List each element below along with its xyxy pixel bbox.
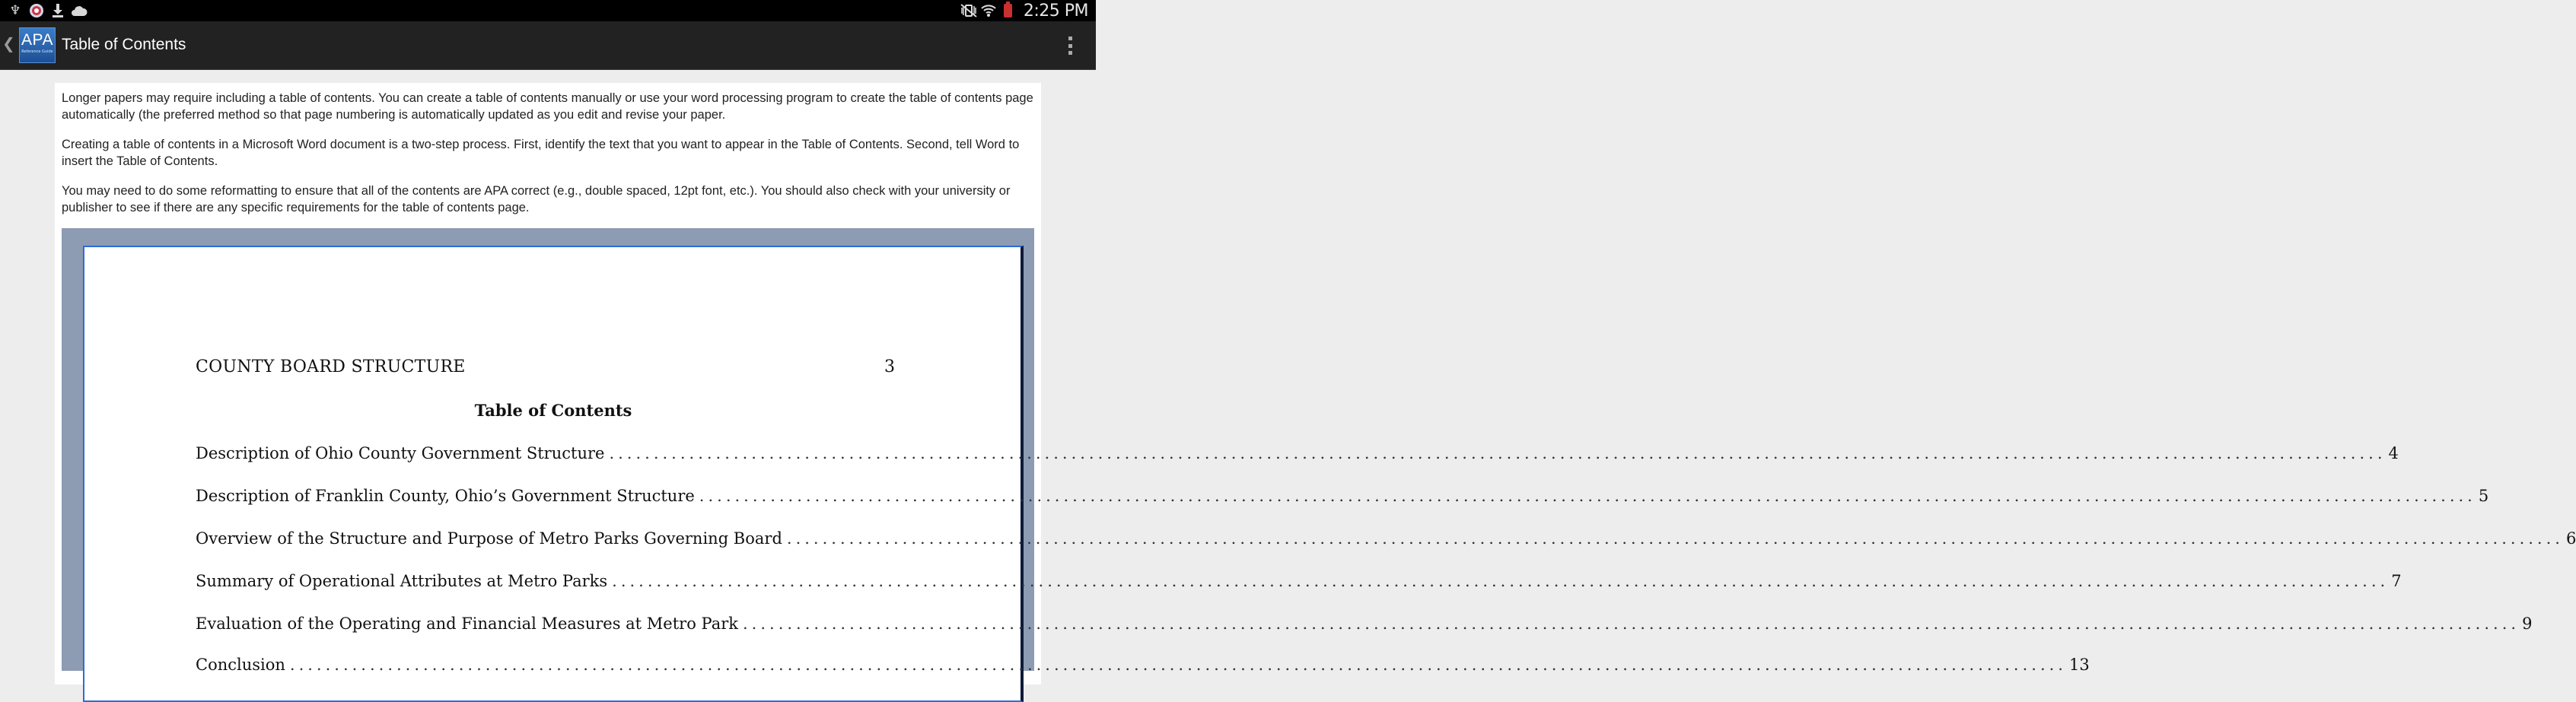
toc-heading: Table of Contents xyxy=(474,401,632,420)
toc-entry xyxy=(196,651,2090,674)
page-title: Table of Contents xyxy=(62,36,186,53)
running-head: COUNTY BOARD STRUCTURE xyxy=(196,357,466,376)
app-logo-text: APA xyxy=(21,31,53,49)
toc-leader-dots: ........................................................................................................................................................................................................ xyxy=(786,529,2564,548)
toc-entry-page: 7 xyxy=(2391,572,2402,590)
back-chevron-icon[interactable]: ❮ xyxy=(2,34,15,52)
toc-leader-dots: ........................................................................................................................................................................................................ xyxy=(699,487,2476,505)
toc-entry-page: 6 xyxy=(2565,529,2576,548)
toc-leader-dots: ........................................................................................................................................................................................................ xyxy=(609,444,2387,462)
reformatting-paragraph: You may need to do some reformatting to ensure that all of the contents are APA correct (e.g., double spaced, 12pt font, etc.). You should also check with your university or publisher to see if there are any specific requirements for the table of contents page. xyxy=(62,184,1011,214)
toc-leader-dots: ........................................................................................................................................................................................................ xyxy=(743,615,2520,633)
toc-leader-dots: ........................................................................................................................................................................................................ xyxy=(612,572,2390,590)
toc-entry-page: 5 xyxy=(2478,487,2489,505)
toc-entry-page: 9 xyxy=(2522,615,2533,633)
toc-entry xyxy=(196,567,2402,590)
toc-entry-page: 13 xyxy=(2068,656,2090,674)
vibrate-mute-icon xyxy=(961,2,976,19)
toc-entry-title: Description of Ohio County Government Structure xyxy=(196,444,605,462)
toc-entry-title: Evaluation of the Operating and Financial Measures at Metro Park xyxy=(196,615,738,633)
document-page-number: 3 xyxy=(884,357,895,376)
toc-entry-title: Conclusion xyxy=(196,656,285,674)
wifi-icon xyxy=(981,2,996,19)
example-document-image xyxy=(62,228,2576,674)
toc-leader-dots: ........................................................................................................................................................................................................ xyxy=(289,656,2067,674)
intro-paragraph: Longer papers may require including a table of contents. You can create a table of contents manually or use your word processing program to create the table of contents page automatically (the preferred method so that page numbering is automatically updated as you edit and revise your paper. xyxy=(62,91,1033,122)
toc-entry xyxy=(196,440,2399,462)
app-logo[interactable] xyxy=(19,27,56,63)
toc-entry-title: Overview of the Structure and Purpose of Metro Parks Governing Board xyxy=(196,529,782,548)
steps-paragraph: Creating a table of contents in a Microsoft Word document is a two-step process. First, identify the text that you want to appear in the Table of Contents. Second, tell Word to insert the Table of Contents. xyxy=(62,138,1020,168)
cloud-icon xyxy=(72,2,87,19)
toc-entry-title: Summary of Operational Attributes at Metro Parks xyxy=(196,572,608,590)
notification-app-icon xyxy=(29,2,44,19)
toc-entry-title: Description of Franklin County, Ohio’s Government Structure xyxy=(196,487,695,505)
clock: 2:25 PM xyxy=(1023,1,1088,21)
content-card xyxy=(55,83,2576,685)
toc-entry-page: 4 xyxy=(2388,444,2399,462)
status-bar xyxy=(0,0,1096,21)
toc-entry xyxy=(196,482,2489,505)
usb-icon: ♆ xyxy=(9,2,21,18)
download-icon xyxy=(50,2,65,19)
document-page xyxy=(83,246,2576,702)
toc-entry xyxy=(196,610,2533,633)
battery-icon xyxy=(1001,2,1016,19)
overflow-menu-icon[interactable] xyxy=(1068,37,1073,55)
app-logo-subtext: Reference Guide xyxy=(21,49,53,54)
action-bar xyxy=(0,21,1096,70)
toc-entry xyxy=(196,525,2576,548)
